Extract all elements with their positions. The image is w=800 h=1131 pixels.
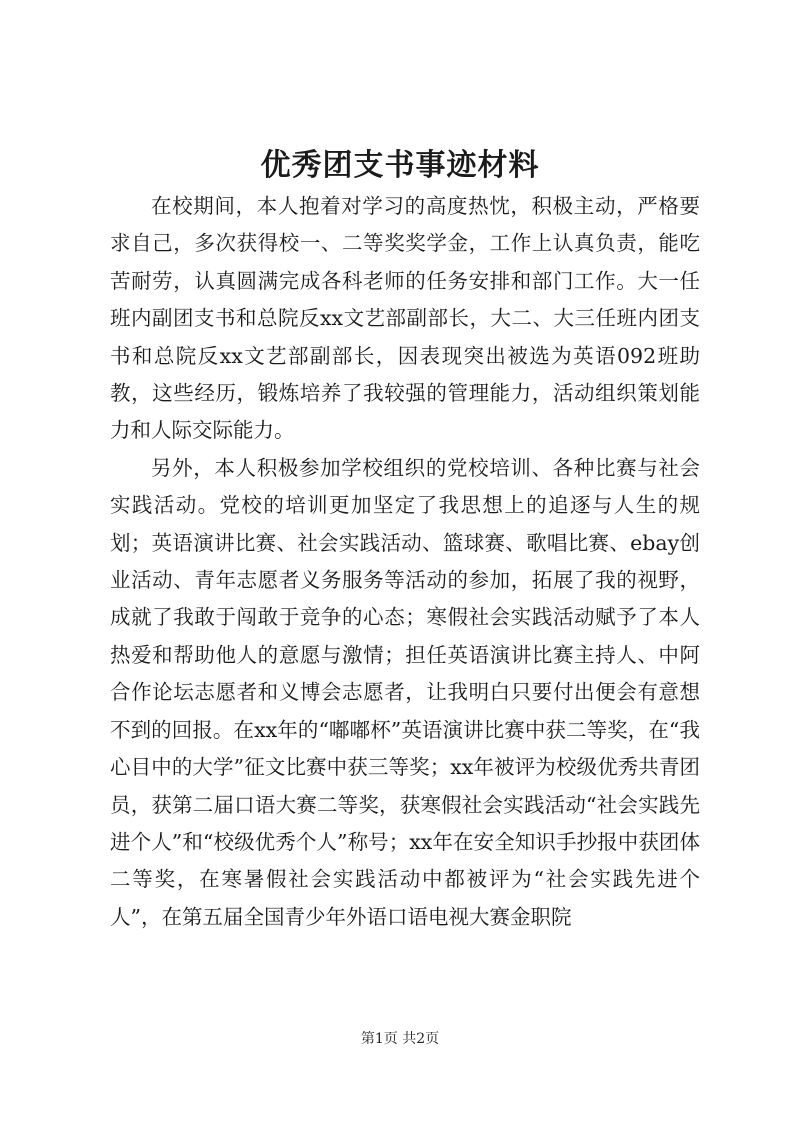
page-footer: 第1页 共2页 [360, 1031, 440, 1047]
paragraph-2: 另外，本人积极参加学校组织的党校培训、各种比赛与社会实践活动。党校的培训更加坚定了我思想上的追逐与人生的规划；英语演讲比赛、社会实践活动、篮球赛、歌唱比赛、ebay创业活动、青年志愿者义务服务等活动的参加，拓展了我的视野，成就了我敢于闯敢于竞争的心态；寒假社会实践活动赋予了本人热爱和帮助他人的意愿与激情；担任英语演讲比赛主持人、中阿合作论坛志愿者和义博会志愿者，让我明白只要付出便会有意想不到的回报。在xx年的“嘟嘟杯”英语演讲比赛中获二等奖，在“我心目中的大学”征文比赛中获三等奖；xx年被评为校级优秀共青团员，获第二届口语大赛二等奖，获寒假社会实践活动“社会实践先进个人”和“校级优秀个人”称号；xx年在安全知识手抄报中获团体二等奖，在寒暑假社会实践活动中都被评为“社会实践先进个人”，在第五届全国青少年外语口语电视大赛金职院 [110, 455, 700, 929]
paragraph-1: 在校期间，本人抱着对学习的高度热忱，积极主动，严格要求自己，多次获得校一、二等奖奖学金，工作上认真负责，能吃苦耐劳，认真圆满完成各科老师的任务安排和部门工作。大一任班内副团支书和总院反xx文艺部副部长，大二、大三任班内团支书和总院反xx文艺部副部长，因表现突出被选为英语092班助教，这些经历，锻炼培养了我较强的管理能力，活动组织策划能力和人际交际能力。 [110, 194, 700, 443]
document-body [110, 188, 700, 936]
document-title: 优秀团支书事迹材料 [260, 148, 540, 183]
